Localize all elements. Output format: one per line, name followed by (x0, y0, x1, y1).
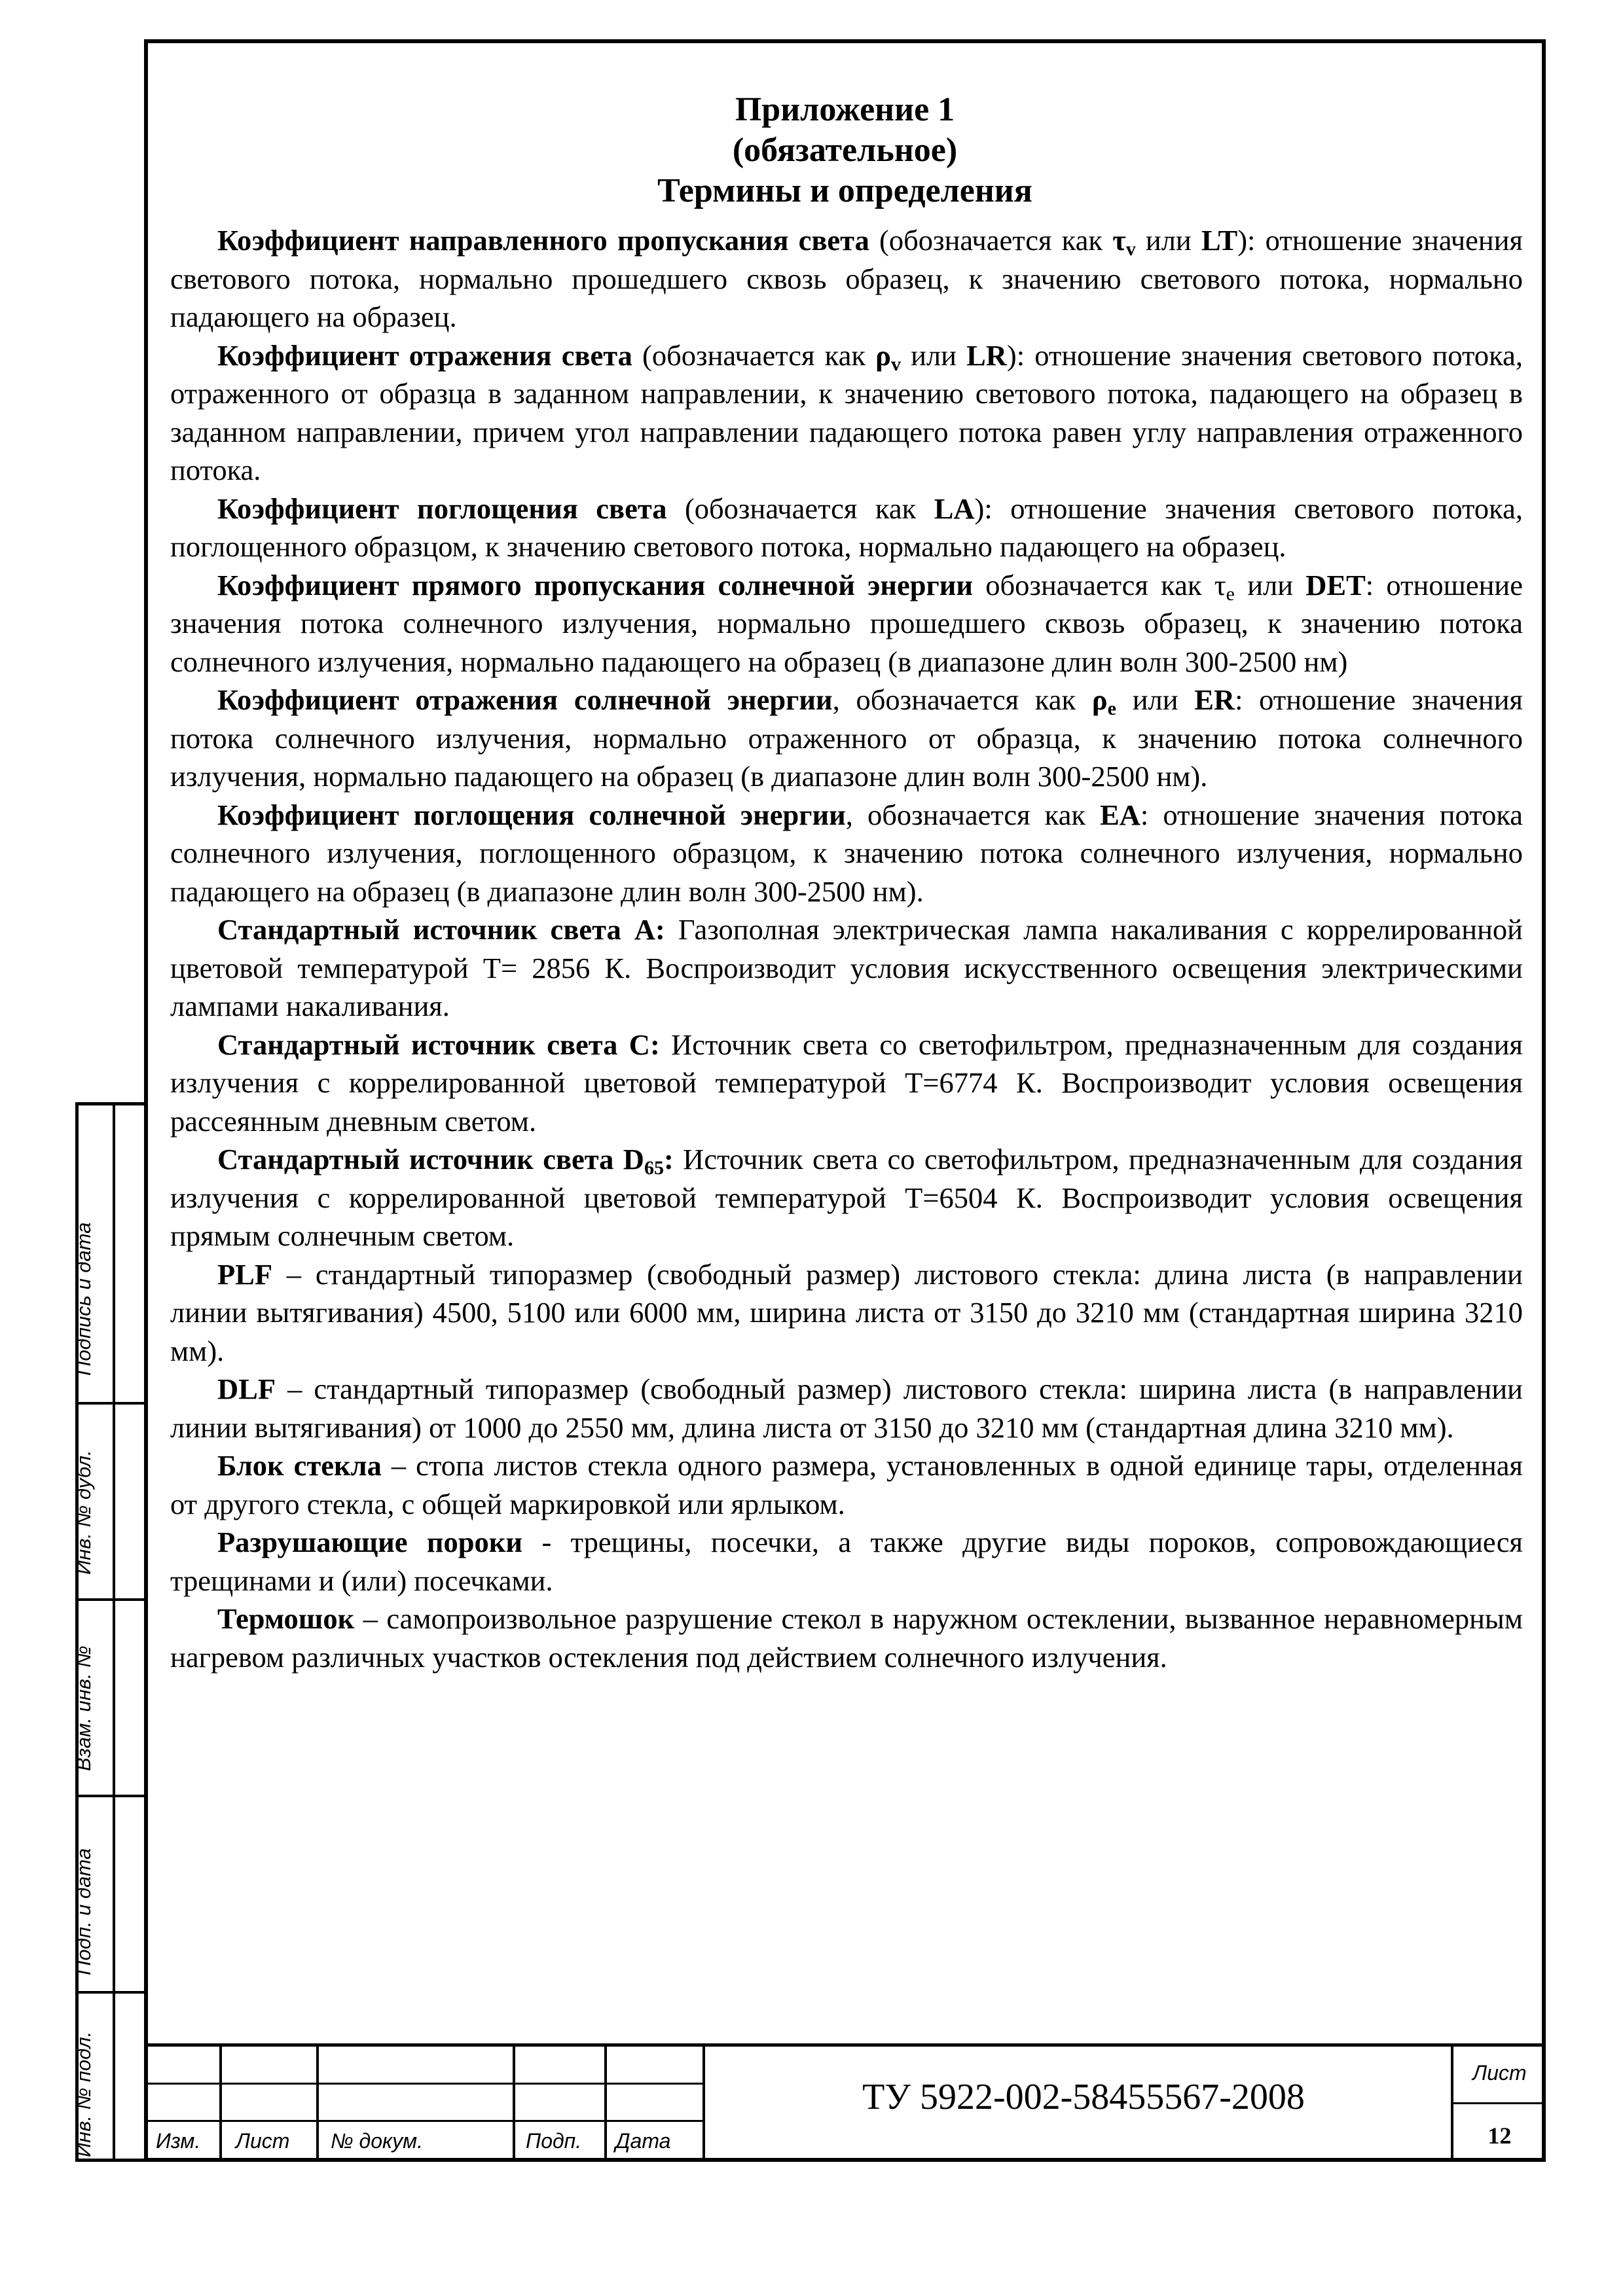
term-definition: ): отношение значения светового потока, поглощенного образцом, к значению светового потока, нормально падающего на образец. (170, 492, 1523, 563)
term-text: (обозначается как (869, 224, 1113, 257)
sheet-label: Лист (1472, 2061, 1527, 2085)
term-name: Коэффициент отражения света (217, 338, 632, 372)
tb-row-line (144, 2083, 704, 2085)
tb-divider (316, 2047, 319, 2162)
term-paragraph (170, 1446, 1523, 1523)
term-abbr: DET (1305, 568, 1366, 601)
term-paragraph (170, 1523, 1523, 1600)
term-paragraph (170, 566, 1523, 681)
term-abbr: EA (1100, 798, 1140, 831)
term-definition: – стандартный типоразмер (свободный размер) листового стекла: ширина листа (в направлении линии вытягивания) от 1000 до 2550 мм, длина листа от 3150 до 3210 мм (стандартная длина 3210 мм). (170, 1372, 1523, 1444)
term-symbol: ρ (1091, 683, 1108, 716)
side-cell-vzam-inv (72, 1601, 144, 1797)
term-symbol-sub: e (1107, 698, 1116, 719)
term-abbr: LR (966, 338, 1007, 372)
term-name-sub: 65 (644, 1157, 664, 1179)
side-label-vzam-inv: Взам. инв. № (72, 1645, 95, 1771)
term-definition: - трещины, посечки, а также другие виды пороков, сопровождающиеся трещинами и (или) посечками. (170, 1526, 1523, 1597)
term-name: Разрушающие пороки (217, 1526, 523, 1558)
term-paragraph (170, 681, 1523, 796)
heading-appendix: Приложение 1 (735, 91, 955, 128)
terms-list (170, 221, 1523, 1676)
term-name: DLF (217, 1372, 276, 1405)
term-paragraph (170, 796, 1523, 911)
tb-col-data: Дата (615, 2129, 671, 2153)
term-name: Стандартный источник света С: (217, 1028, 660, 1061)
term-definition: ): отношение значения светового потока, отраженного от образца в заданном направлении, к значению светового потока, падающего на образец в заданном направлении, причем угол направлении падающего потока равен углу направления отраженного потока. (170, 338, 1523, 486)
term-text: или (1234, 568, 1306, 601)
term-symbol: τ (1214, 568, 1226, 601)
tb-divider (604, 2047, 607, 2162)
term-abbr: ER (1194, 683, 1235, 716)
term-paragraph (170, 1370, 1523, 1446)
term-definition: Источник света со светофильтром, предназначенным для создания излучения с коррелированной цветовой температурой Т=6504 К. Воспроизводит условия освещения прямым солнечным светом. (170, 1143, 1523, 1252)
term-name-end: : (663, 1143, 674, 1175)
term-name: Стандартный источник света D (217, 1143, 644, 1175)
side-cell-inv-dubl (72, 1405, 144, 1601)
term-paragraph (170, 1255, 1523, 1371)
term-paragraph (170, 1140, 1523, 1255)
term-definition: : отношение значения потока солнечного излучения, нормально прошедшего сквозь образец, к значению потока солнечного излучения, нормально падающего на образец (в диапазоне длин волн 300-2500 нм) (170, 568, 1523, 678)
term-text: или (900, 338, 967, 372)
tb-col-list: Лист (236, 2129, 290, 2153)
term-paragraph (170, 910, 1523, 1026)
term-symbol-sub: e (1226, 583, 1235, 605)
term-text: или (1135, 224, 1201, 257)
term-paragraph (170, 490, 1523, 566)
tb-col-dokum: № докум. (331, 2129, 423, 2153)
term-abbr: LT (1201, 224, 1238, 257)
term-paragraph (170, 1026, 1523, 1141)
side-cell-podpis-data (72, 1105, 144, 1405)
side-cell-inv-podl (72, 1994, 144, 2165)
term-definition: : отношение значения потока солнечного излучения, нормально отраженного от образца, к значению потока солнечного излучения, нормально падающего на образец (в диапазоне длин волн 300-2500 нм). (170, 683, 1523, 793)
tb-row-line (144, 2120, 704, 2122)
term-name: Коэффициент направленного пропускания света (217, 224, 869, 257)
term-name: Блок стекла (217, 1449, 382, 1482)
term-name: Стандартный источник света А: (217, 913, 665, 946)
term-symbol-sub: v (890, 353, 901, 375)
term-text: обозначается как (973, 568, 1214, 601)
term-definition: – самопроизвольное разрушение стекол в наружном остеклении, вызванное неравномерным нагревом различных участков остекления под действием солнечного излучения. (170, 1602, 1523, 1674)
heading-terms: Термины и определения (657, 172, 1032, 209)
tb-divider (513, 2047, 515, 2162)
term-abbr: LA (934, 492, 975, 525)
term-name: PLF (217, 1257, 273, 1291)
term-text: (обозначается как (632, 338, 876, 372)
tb-divider (702, 2047, 705, 2162)
term-name: Термошок (217, 1602, 355, 1635)
term-symbol-sub: v (1125, 238, 1136, 260)
term-definition: – стандартный типоразмер (свободный размер) листового стекла: длина листа (в направлении линии вытягивания) 4500, 5100 или 6000 мм, ширина листа от 3150 до 3210 мм (стандартная ширина 3210 мм). (170, 1257, 1523, 1367)
term-symbol: τ (1112, 224, 1126, 257)
side-label-podpis-data: Подпись и дата (72, 1222, 95, 1376)
term-name: Коэффициент отражения солнечной энергии (217, 683, 833, 716)
title-block (144, 2043, 1546, 2162)
term-definition: Источник света со светофильтром, предназначенным для создания излучения с коррелированной цветовой температурой Т=6774 К. Воспроизводит условия освещения рассеянным дневным светом. (170, 1028, 1523, 1138)
term-definition: ): отношение значения светового потока, нормально прошедшего сквозь образец, к значению светового потока, нормально падающего на образец. (170, 224, 1523, 333)
tb-divider (219, 2047, 222, 2162)
side-stamp (72, 1102, 144, 2162)
term-definition: : отношение значения потока солнечного излучения, поглощенного образцом, к значению потока солнечного излучения, нормально падающего на образец (в диапазоне длин волн 300-2500 нм). (170, 798, 1523, 908)
term-text: (обозначается как (666, 492, 934, 525)
document-code: ТУ 5922-002-58455567-2008 (862, 2077, 1305, 2117)
term-symbol: ρ (875, 338, 891, 372)
side-cell-podl-data (72, 1797, 144, 1994)
term-name: Коэффициент поглощения света (217, 492, 667, 525)
term-name: Коэффициент прямого пропускания солнечной энергии (217, 568, 974, 601)
term-text: или (1116, 683, 1195, 716)
term-paragraph (170, 336, 1523, 490)
term-paragraph (170, 1600, 1523, 1676)
term-text: , обозначается как (845, 798, 1101, 831)
heading-mandatory: (обязательное) (732, 132, 958, 169)
term-text: , обозначается как (832, 683, 1092, 716)
tb-col-izm: Изм. (156, 2129, 201, 2153)
term-definition: – стопа листов стекла одного размера, установленных в одной единице тары, отделенная от другого стекла, с общей маркировкой или ярлыком. (170, 1449, 1523, 1520)
side-label-inv-dubl: Инв. № дубл. (72, 1450, 95, 1575)
term-definition: Газополная электрическая лампа накаливания с коррелированной цветовой температурой Т= 2856 К. Воспроизводит условия искусственного освещения электрическими лампами накаливания. (170, 913, 1523, 1022)
term-paragraph (170, 221, 1523, 336)
sheet-number: 12 (1487, 2123, 1512, 2149)
tb-sheet-line (1451, 2102, 1546, 2104)
side-label-inv-podl: Инв. № подл. (72, 2031, 95, 2157)
side-label-podl-data: Подп. и дата (72, 1848, 95, 1975)
term-name: Коэффициент поглощения солнечной энергии (217, 798, 846, 831)
tb-col-podp: Подп. (526, 2129, 582, 2153)
